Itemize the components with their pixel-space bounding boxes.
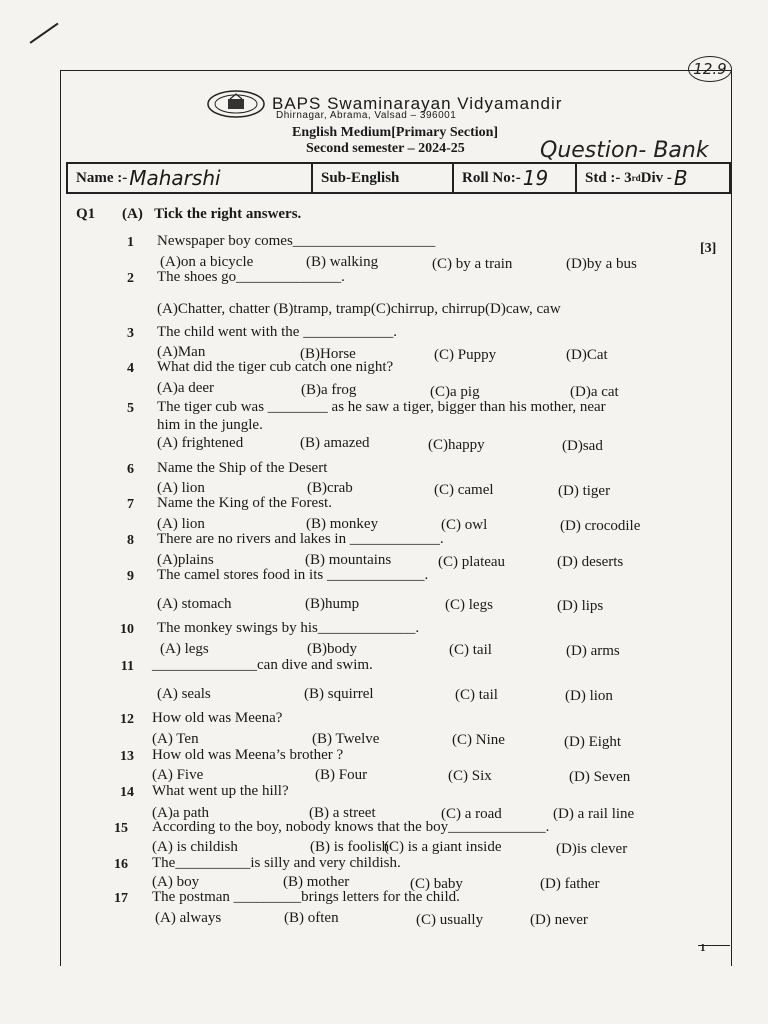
std-cell <box>577 164 729 192</box>
question-text: ______________can dive and swim. <box>152 657 373 673</box>
answer-option[interactable]: (D) tiger <box>558 483 611 499</box>
answer-option[interactable]: (D)by a bus <box>566 256 637 272</box>
question-label: Q1 <box>76 206 96 222</box>
answer-option[interactable]: (D) never <box>530 912 588 928</box>
answer-option[interactable]: (C) tail <box>455 687 498 703</box>
question-number: 9 <box>127 569 134 584</box>
answer-option[interactable]: (C) usually <box>416 912 484 928</box>
answer-option[interactable]: (C) Puppy <box>434 347 497 363</box>
question-number: 7 <box>127 497 134 512</box>
answer-option[interactable]: (B) often <box>284 910 339 926</box>
answer-option[interactable]: (A)a deer <box>157 380 215 396</box>
semester-heading: Second semester – 2024-25 <box>306 141 465 156</box>
answer-option[interactable]: (C) legs <box>445 597 493 613</box>
answer-option[interactable]: (D) Eight <box>564 734 622 750</box>
answer-option[interactable]: (B) mountains <box>305 552 392 568</box>
name-cell <box>68 164 313 192</box>
answer-option[interactable]: (D)is clever <box>556 841 628 857</box>
answer-option[interactable]: (C) a road <box>441 806 502 822</box>
question-text: Name the King of the Forest. <box>157 495 332 511</box>
handwritten-title: Question- Bank <box>540 138 709 163</box>
student-info-row <box>66 162 731 194</box>
roll-cell <box>454 164 577 192</box>
question-number: 5 <box>127 401 134 416</box>
answer-option[interactable]: (D) lion <box>565 688 613 704</box>
answer-option[interactable]: (D)sad <box>562 438 603 454</box>
answer-option[interactable]: (A) lion <box>157 480 205 496</box>
answer-option[interactable]: (C) by a train <box>432 256 513 272</box>
question-text-continued: him in the jungle. <box>157 417 263 433</box>
division-value: B <box>673 166 688 190</box>
answer-option[interactable]: (A)Chatter, chatter (B)tramp, tramp(C)chirrup, chirrup(D)caw, caw <box>157 301 561 317</box>
question-text: How old was Meena’s brother ? <box>152 747 344 763</box>
roll-label: Roll No:- <box>462 169 521 186</box>
answer-option[interactable]: (B) amazed <box>300 435 370 451</box>
name-label: Name :- <box>76 169 128 186</box>
answer-option[interactable]: (C)happy <box>428 437 485 453</box>
question-number: 2 <box>127 271 134 286</box>
answer-option[interactable]: (A) legs <box>160 641 209 657</box>
answer-option[interactable]: (D) Seven <box>569 769 631 785</box>
answer-option[interactable]: (B) monkey <box>306 516 379 532</box>
roll-number: 19 <box>522 166 549 190</box>
question-text: The postman _________brings letters for the child. <box>152 889 460 905</box>
question-text: The camel stores food in its _____________. <box>157 567 429 583</box>
answer-option[interactable]: (D) father <box>540 876 600 892</box>
question-number: 13 <box>120 749 134 764</box>
div-label: Div - <box>640 169 672 186</box>
answer-option[interactable]: (B) walking <box>306 254 379 270</box>
section-heading: English Medium[Primary Section] <box>292 125 499 140</box>
answer-option[interactable]: (A) boy <box>152 874 200 890</box>
school-address: Dhirnagar, Abrama, Valsad – 396001 <box>276 110 457 121</box>
answer-option[interactable]: (C) is a giant inside <box>384 839 502 855</box>
answer-option[interactable]: (C) tail <box>449 642 492 658</box>
question-text: The tiger cub was ________ as he saw a tiger, bigger than his mother, near <box>157 399 606 415</box>
answer-option[interactable]: (C) owl <box>441 517 488 533</box>
answer-option[interactable]: (B)body <box>307 641 357 657</box>
page-number: 1 <box>700 942 706 954</box>
answer-option[interactable]: (A) seals <box>157 686 211 702</box>
answer-option[interactable]: (A) Ten <box>152 731 199 747</box>
answer-option[interactable]: (D)Cat <box>566 347 608 363</box>
answer-option[interactable]: (B)hump <box>305 596 360 612</box>
subject-cell <box>313 164 454 192</box>
page-mark: 12.9 <box>688 56 732 82</box>
question-text: There are no rivers and lakes in ____________. <box>157 531 444 547</box>
question-text: The shoes go______________. <box>157 269 345 285</box>
school-name: BAPS Swaminarayan Vidyamandir <box>272 94 563 113</box>
question-number: 17 <box>114 891 128 906</box>
question-number: 3 <box>127 326 134 341</box>
answer-option[interactable]: (B)Horse <box>300 346 356 362</box>
answer-option[interactable]: (A)plains <box>157 552 214 568</box>
question-number: 16 <box>114 857 128 872</box>
answer-option[interactable]: (A) always <box>155 910 222 926</box>
answer-option[interactable]: (A) stomach <box>157 596 232 612</box>
student-name: Maharshi <box>129 166 221 190</box>
question-text: What did the tiger cub catch one night? <box>157 359 394 375</box>
answer-option[interactable]: (C) Six <box>448 768 492 784</box>
answer-option[interactable]: (A) lion <box>157 516 205 532</box>
answer-option[interactable]: (B)a frog <box>301 382 357 398</box>
answer-option[interactable]: (C) camel <box>434 482 494 498</box>
answer-option[interactable]: (D) lips <box>557 598 604 614</box>
answer-option[interactable]: (A) frightened <box>157 435 244 451</box>
margin-pen-mark <box>30 23 59 44</box>
std-label: Std :- 3 <box>585 169 632 186</box>
subject-label: Sub-English <box>321 169 400 186</box>
answer-option[interactable]: (B) Four <box>315 767 368 783</box>
answer-option[interactable]: (B) squirrel <box>304 686 374 702</box>
question-number: 15 <box>114 821 128 836</box>
question-text: Name the Ship of the Desert <box>157 460 328 476</box>
question-number: 14 <box>120 785 134 800</box>
question-text: How old was Meena? <box>152 710 283 726</box>
question-text: Newspaper boy comes___________________ <box>157 233 436 249</box>
answer-option[interactable]: (A)on a bicycle <box>160 254 254 270</box>
question-number: 1 <box>127 235 134 250</box>
std-superscript: rd <box>631 173 641 183</box>
answer-option[interactable]: (D) crocodile <box>560 518 641 534</box>
answer-option[interactable]: (C) baby <box>410 876 463 892</box>
question-number: 10 <box>120 622 134 637</box>
question-text: The child went with the ____________. <box>157 324 397 340</box>
question-number: 11 <box>120 659 134 674</box>
answer-option[interactable]: (A) Five <box>152 767 204 783</box>
marks-label: [3] <box>700 241 717 256</box>
part-label: (A) Tick the right answers. <box>122 206 302 222</box>
answer-option[interactable]: (B) a street <box>309 805 376 821</box>
answer-option[interactable]: (C) plateau <box>438 554 506 570</box>
answer-option[interactable]: (B)crab <box>307 480 353 496</box>
answer-option[interactable]: (B) is foolish <box>310 839 390 855</box>
question-text: The monkey swings by his_____________. <box>157 620 420 636</box>
answer-option[interactable]: (A) is childish <box>152 839 238 855</box>
answer-option[interactable]: (B) mother <box>283 874 350 890</box>
answer-option[interactable]: (D)a cat <box>570 384 619 400</box>
answer-option[interactable]: (A)Man <box>157 344 206 360</box>
question-number: 6 <box>127 462 134 477</box>
answer-option[interactable]: (B) Twelve <box>312 731 380 747</box>
question-number: 8 <box>127 533 134 548</box>
answer-option[interactable]: (C) Nine <box>452 732 505 748</box>
answer-option[interactable]: (D) a rail line <box>553 806 635 822</box>
question-text: The__________is silly and very childish. <box>152 855 401 871</box>
answer-option[interactable]: (C)a pig <box>430 384 480 400</box>
answer-option[interactable]: (D) deserts <box>557 554 624 570</box>
answer-option[interactable]: (D) arms <box>566 643 620 659</box>
question-text: According to the boy, nobody knows that the boy_____________. <box>152 819 550 835</box>
question-text: What went up the hill? <box>152 783 289 799</box>
question-number: 4 <box>127 361 134 376</box>
answer-option[interactable]: (A)a path <box>152 805 210 821</box>
question-number: 12 <box>120 712 134 727</box>
